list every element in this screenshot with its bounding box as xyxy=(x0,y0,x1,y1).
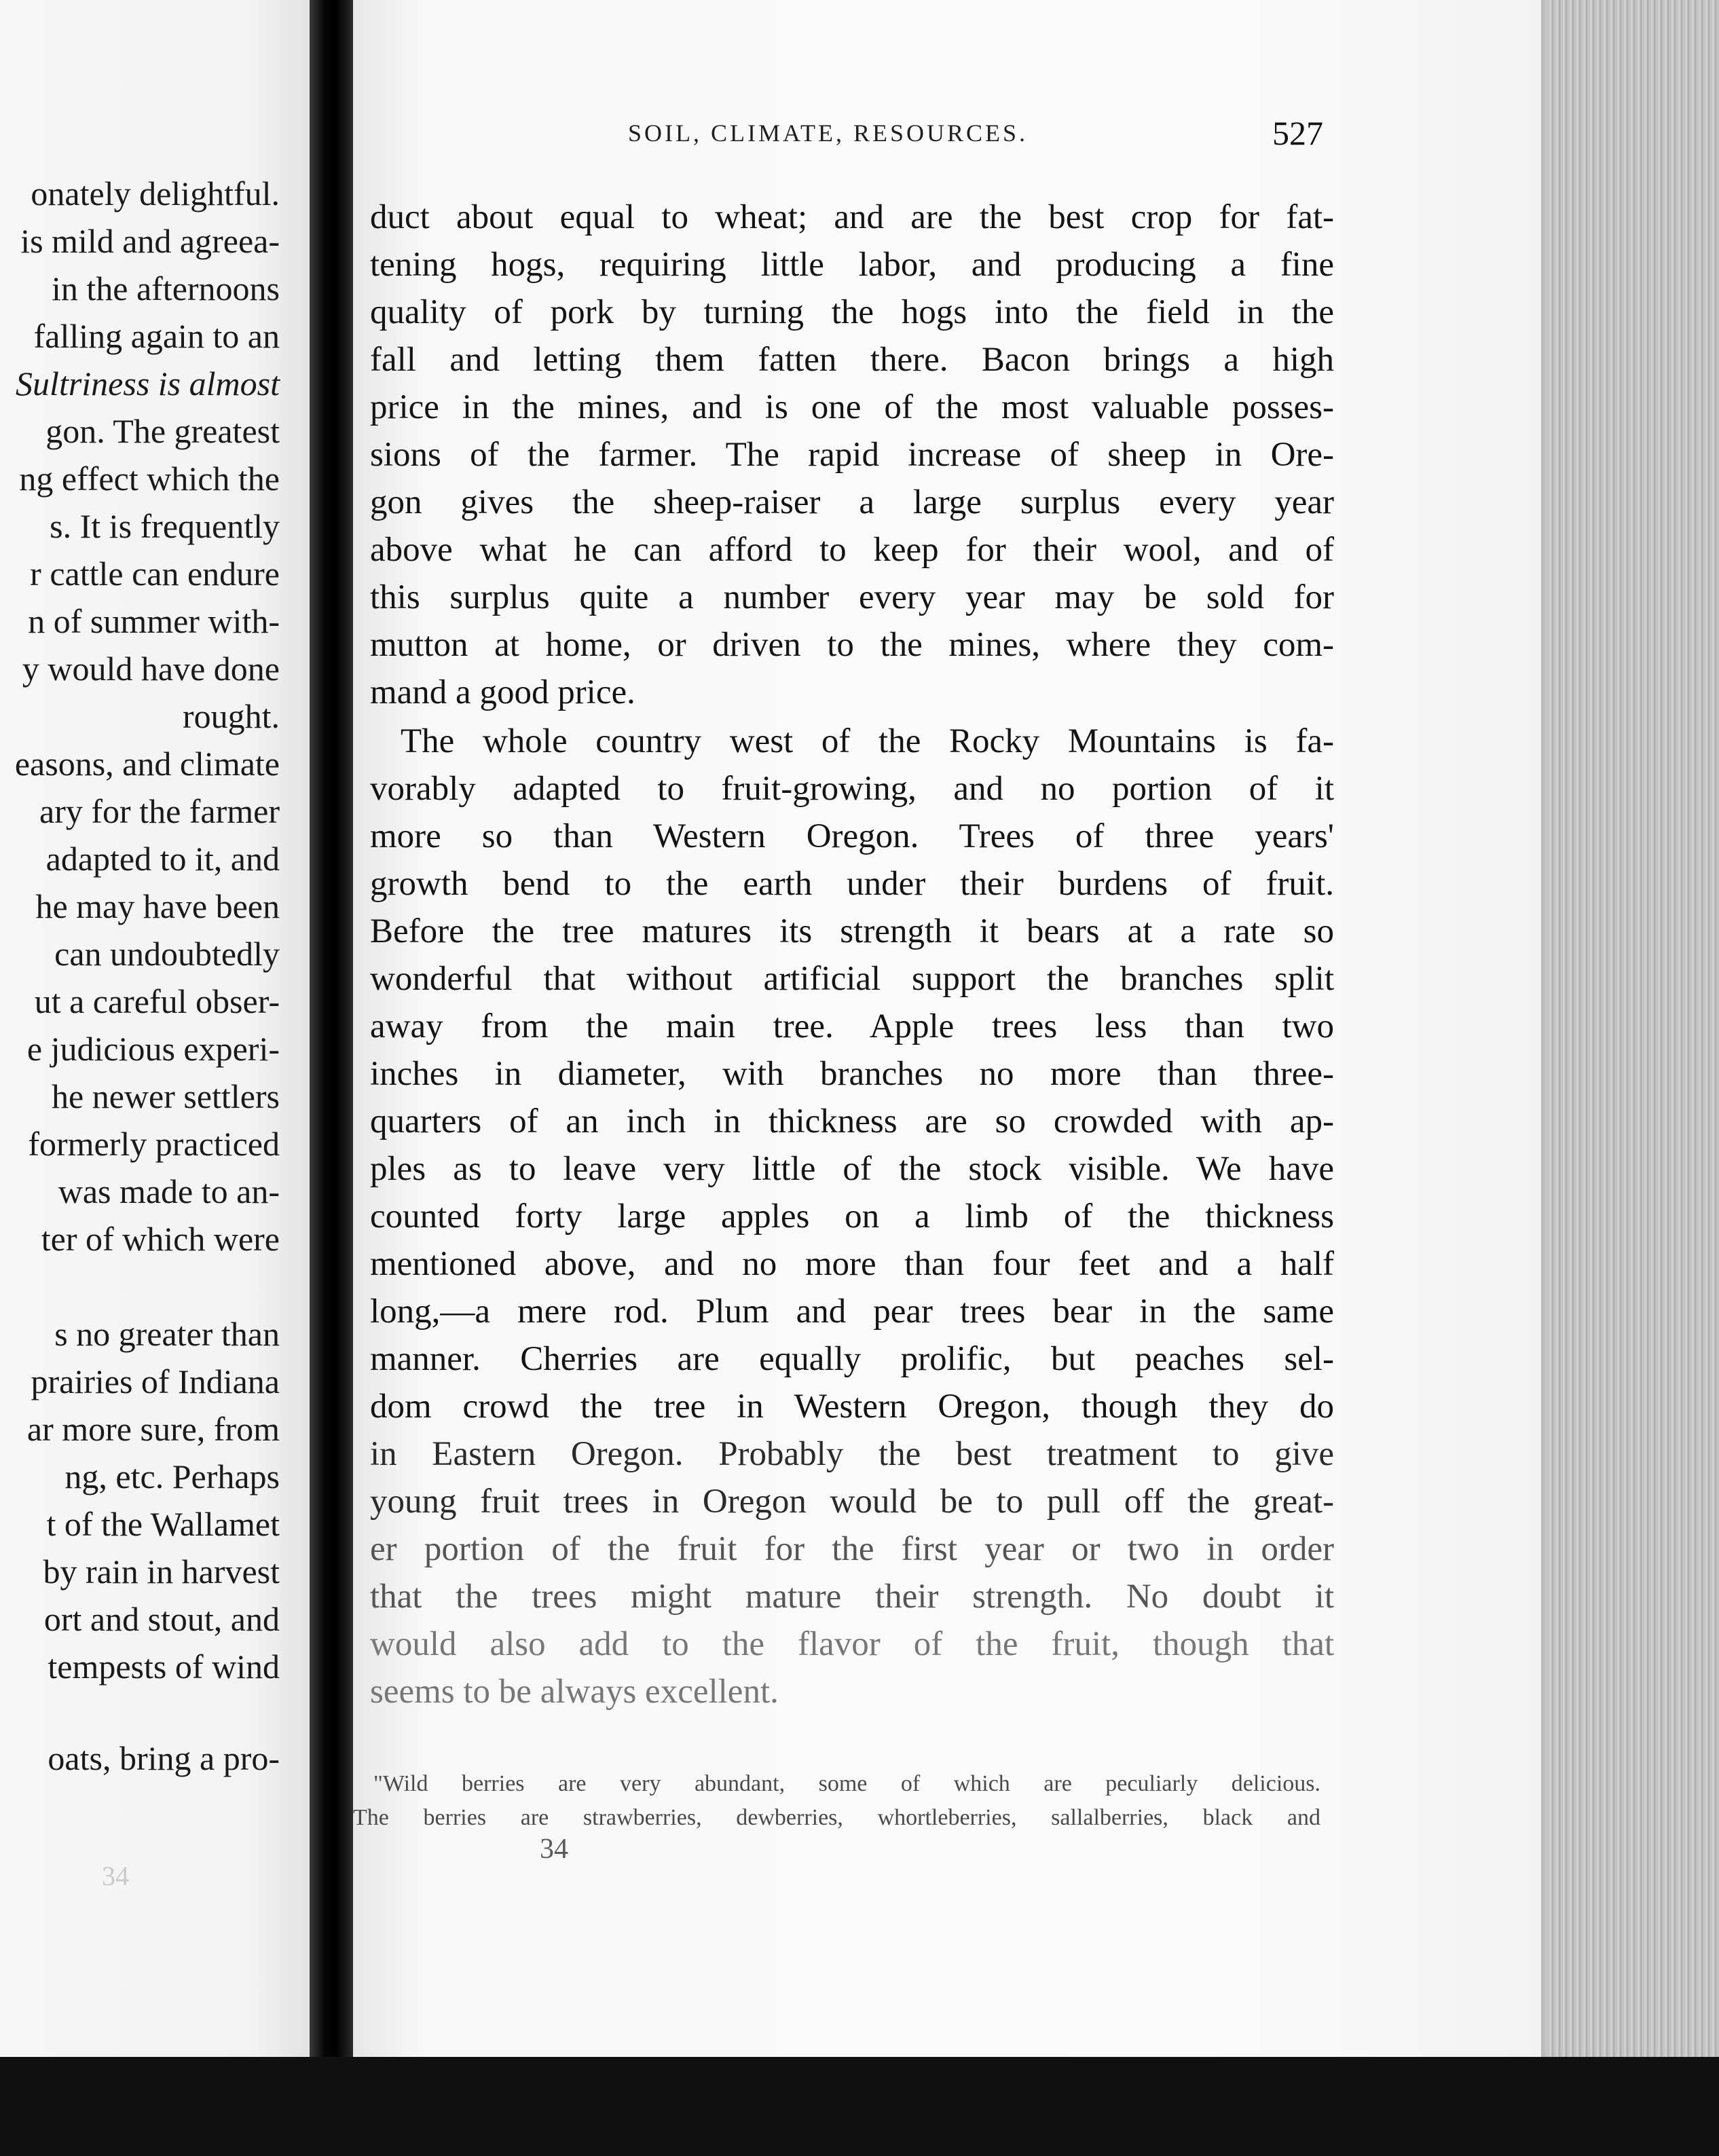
paragraph-1-line: quality of pork by turning the hogs into the field in the xyxy=(370,293,1334,331)
paragraph-1-line: sions of the farmer. The rapid increase of sheep in Ore- xyxy=(370,436,1334,474)
paragraph-1-line: fall and letting them fatten there. Bacon brings a high xyxy=(370,341,1334,379)
left-page-line: gon. The greatest xyxy=(45,412,280,450)
paragraph-2-line: The whole country west of the Rocky Mountains is fa- xyxy=(401,722,1334,760)
left-page-line: he may have been xyxy=(35,887,280,925)
left-page-line: falling again to an xyxy=(33,317,280,355)
left-page-line: is mild and agreea- xyxy=(20,222,280,260)
paragraph-2-line: quarters of an inch in thickness are so crowded with ap- xyxy=(370,1102,1334,1140)
left-page-line: rought. xyxy=(182,697,280,735)
left-page-line: ter of which were xyxy=(41,1220,280,1258)
left-page-line: in the afternoons xyxy=(51,270,280,308)
left-page-line: t of the Wallamet xyxy=(46,1505,280,1543)
paragraph-1-line: above what he can afford to keep for their wool, and of xyxy=(370,531,1334,569)
left-page-line: n of summer with- xyxy=(28,602,280,640)
paragraph-2-line: manner. Cherries are equally prolific, but peaches sel- xyxy=(370,1340,1334,1378)
left-page-line: s. It is frequently xyxy=(50,507,280,545)
paragraph-2-line: ples as to leave very little of the stock visible. We have xyxy=(370,1150,1334,1188)
left-page-line: can undoubtedly xyxy=(54,935,280,973)
paragraph-2-line: wonderful that without artificial support the branches split xyxy=(370,960,1334,998)
paragraph-2-line: dom crowd the tree in Western Oregon, though they do xyxy=(370,1388,1334,1426)
paragraph-1-line: gon gives the sheep-raiser a large surplus every year xyxy=(370,483,1334,521)
left-page-line: ar more sure, from xyxy=(26,1410,280,1448)
left-page-line: Sultriness is almost xyxy=(16,365,280,403)
paragraph-1-line: price in the mines, and is one of the most valuable posses- xyxy=(370,388,1334,426)
paragraph-2-line: mentioned above, and no more than four feet and a half xyxy=(370,1245,1334,1283)
paragraph-2-line: growth bend to the earth under their burdens of fruit. xyxy=(370,865,1334,903)
paragraph-2-line: Before the tree matures its strength it bears at a rate so xyxy=(370,912,1334,950)
footnote-line: The berries are strawberries, dewberries, whortleberries, sallalberries, black and xyxy=(353,1805,1320,1830)
page-edges xyxy=(1548,0,1719,2057)
paragraph-2-line: inches in diameter, with branches no more than three- xyxy=(370,1055,1334,1093)
left-page-line: formerly practiced xyxy=(28,1125,280,1163)
paragraph-1-line: duct about equal to wheat; and are the best crop for fat- xyxy=(370,198,1334,236)
footnote-line: "Wild berries are very abundant, some of which are peculiarly delicious. xyxy=(373,1771,1320,1796)
left-page-line: r cattle can endure xyxy=(30,555,280,593)
left-page-line: adapted to it, and xyxy=(45,840,280,878)
left-page-folio: 34 xyxy=(102,1861,129,1891)
left-page-line: prairies of Indiana xyxy=(31,1362,280,1400)
paragraph-2-line: seems to be always excellent. xyxy=(370,1673,779,1711)
book-gutter xyxy=(310,0,353,2057)
paragraph-1-line: this surplus quite a number every year may be sold for xyxy=(370,578,1334,616)
scan-border-bottom xyxy=(0,2057,1719,2156)
left-page-line: ng effect which the xyxy=(19,460,280,498)
left-page-line: ort and stout, and xyxy=(43,1600,280,1638)
paragraph-1-line: mutton at home, or driven to the mines, where they com- xyxy=(370,626,1334,664)
paragraph-2-line: more so than Western Oregon. Trees of three years' xyxy=(370,817,1334,855)
left-page-line: by rain in harvest xyxy=(43,1553,280,1591)
left-page-line: y would have done xyxy=(22,650,280,688)
paragraph-2-line: would also add to the flavor of the fruit, though that xyxy=(370,1625,1334,1663)
left-page-line: easons, and climate xyxy=(14,745,280,783)
paragraph-2-line: er portion of the fruit for the first year or two in order xyxy=(370,1530,1334,1568)
signature-mark: 34 xyxy=(540,1834,568,1865)
left-page-line: s no greater than xyxy=(54,1315,280,1353)
running-head-title: SOIL, CLIMATE, RESOURCES. xyxy=(628,119,1029,147)
paragraph-2-line: in Eastern Oregon. Probably the best treatment to give xyxy=(370,1435,1334,1473)
left-page-line: he newer settlers xyxy=(52,1077,280,1115)
paragraph-1-line: mand a good price. xyxy=(370,673,635,711)
left-page-line: onately delightful. xyxy=(31,174,280,212)
running-head xyxy=(0,114,1719,160)
left-page-line: ut a careful obser- xyxy=(34,982,280,1020)
left-page-line: ary for the farmer xyxy=(39,792,280,830)
paragraph-1-line: tening hogs, requiring little labor, and producing a fine xyxy=(370,246,1334,284)
paragraph-2-line: vorably adapted to fruit-growing, and no portion of it xyxy=(370,770,1334,808)
left-page-line: ng, etc. Perhaps xyxy=(64,1457,280,1495)
left-page-line: was made to an- xyxy=(58,1172,280,1210)
left-page-line: tempests of wind xyxy=(48,1648,280,1686)
paragraph-2-line: young fruit trees in Oregon would be to pull off the great- xyxy=(370,1483,1334,1521)
page-number: 527 xyxy=(1272,114,1323,152)
left-page-line: e judicious experi- xyxy=(26,1030,280,1068)
left-page xyxy=(0,0,312,2057)
paragraph-2-line: counted forty large apples on a limb of the thickness xyxy=(370,1197,1334,1235)
paragraph-2-line: that the trees might mature their strength. No doubt it xyxy=(370,1578,1334,1616)
paragraph-2-line: long,—a mere rod. Plum and pear trees bear in the same xyxy=(370,1293,1334,1331)
paragraph-2-line: away from the main tree. Apple trees less than two xyxy=(370,1007,1334,1045)
left-page-line: oats, bring a pro- xyxy=(48,1739,280,1777)
